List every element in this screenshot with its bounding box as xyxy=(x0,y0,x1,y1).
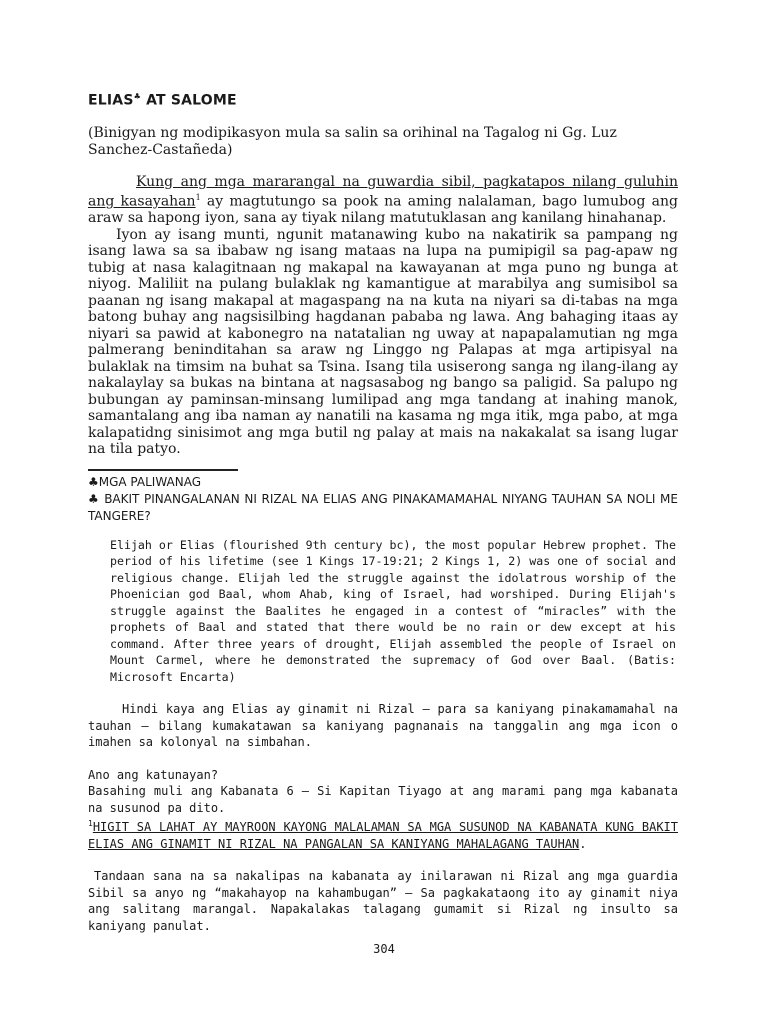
document-page xyxy=(88,92,678,934)
story-paragraph-1: Kung ang mga mararangal na guwardia sibil, pagkatapos nilang guluhin ang kasayahan$^1$ ay magtutungo sa pook na aming nalalaman, bago lumubog ang araw sa hapong iyon, sana ay tiyak nilang matutuklasan ang kanilang hinahanap. xyxy=(88,173,678,227)
chapter-title: ELIAS♣ AT SALOME xyxy=(88,92,237,109)
page-number: 304 xyxy=(373,942,395,956)
hindi-kaya-paragraph: Hindi kaya ang Elias ay ginamit ni Rizal – para sa kaniyang pinakamamahal na tauhan – bilang kumakatawan sa kaniyang pagnanais na tanggalin ang mga icon o imahen sa kolonyal na simbahan. xyxy=(88,702,678,750)
source-note: (Binigyan ng modipikasyon mula sa salin sa orihinal na Tagalog ni Gg. Luz Sanchez-Castañeda) xyxy=(88,124,617,158)
footnote-divider xyxy=(88,469,238,471)
encarta-quote: Elijah or Elias (flourished 9th century bc), the most popular Hebrew prophet. The period of his lifetime (see 1 Kings 17-19:21; 2 Kings 1, 2) was one of social and religious change. Elijah led the struggle against the idolatrous worship of the Phoenician god Baal, whom Ahab, king of Israel, had worshiped. During Elijah's struggle against the Baalites he engaged in a contest of “miracles” with the prophets of Baal and stated that there would be no rain or dew except at his command. After three years of drought, Elijah assembled the people of Israel on Mount Carmel, where he demonstrated the supremacy of God over Baal. (Batis: Microsoft Encarta) xyxy=(110,537,676,684)
notes-question: ♣ BAKIT PINANGALANAN NI RIZAL NA ELIAS ANG PINAKAMAMAHAL NIYANG TAUHAN SA NOLI ME TANGERE? xyxy=(88,491,678,523)
ano-question: Ano ang katunayan? xyxy=(88,767,219,782)
notes-heading: ♣MGA PALIWANAG xyxy=(88,474,202,489)
club-footnote-mark: ♣ xyxy=(133,92,141,101)
basahing-paragraph: Basahing muli ang Kabanata 6 – Si Kapitan Tiyago at ang marami pang mga kabanata na susunod pa dito. xyxy=(88,784,678,815)
underlined-phrase: Kung ang mga mararangal na guwardia sibil, pagkatapos nilang guluhin ang kasayahan xyxy=(88,173,678,210)
footnote-mark: 1 xyxy=(195,193,201,203)
tandaan-paragraph: Tandaan sana na sa nakalipas na kabanata ay inilarawan ni Rizal ang mga guardia Sibil sa anyo ng “makahayop na kahambugan” – Sa pagkakataong ito ay ginamit niya ang salitang marangal. Napakalakas talagang gumamit si Rizal ng insulto sa kaniyang panulat. xyxy=(88,869,678,933)
footnote-text: $^1$HIGIT SA LAHAT AY MAYROON KAYONG MALALAMAN SA MGA SUSUNOD NA KABANATA KUNG BAKIT ELIAS ANG GINAMIT NI RIZAL NA PANGALAN SA KANIYANG MAHALAGANG TAUHAN. xyxy=(88,819,678,851)
story-paragraph-2: Iyon ay isang munti, ngunit matanawing kubo na nakatirik sa pampang ng isang lawa sa sa ibabaw ng isang mataas na lupa na pumipigil sa pag-apaw ng tubig at nasa kalagitnaan ng makapal na kawayanan at mga puno ng bunga at niyog. Maliliit na pulang bulaklak ng kamantigue at marabilya ang sumisibol sa paanan ng isang makapal at magaspang na na kuta na niyari sa di-tabas na mga batong buhay ang nagsisilbing hagdanan pababa ng lawa. Ang bahaging itaas ay niyari sa pawid at kabonegro na natatalian ng uway at napapalamutian ng mga palmerang beninditahan sa araw ng Linggo ng Palapas at mga artipisyal na bulaklak na timsim na buhat sa Tsina. Isang tila usiserong sanga ng ilang-ilang ay nakalaylay sa bukas na bintana at nagsasabog ng bango sa paligid. Sa palupo ng bubungan ay paminsan-minsang lumilipad ang mga tandang at inahing manok, samantalang ang iba naman ay nanatili na kasama ng mga itik, mga pabo, at mga kalapatidng sinisimot ang mga butil ng palay at mais na nakakalat sa isang lugar na tila patyo. xyxy=(88,226,678,458)
